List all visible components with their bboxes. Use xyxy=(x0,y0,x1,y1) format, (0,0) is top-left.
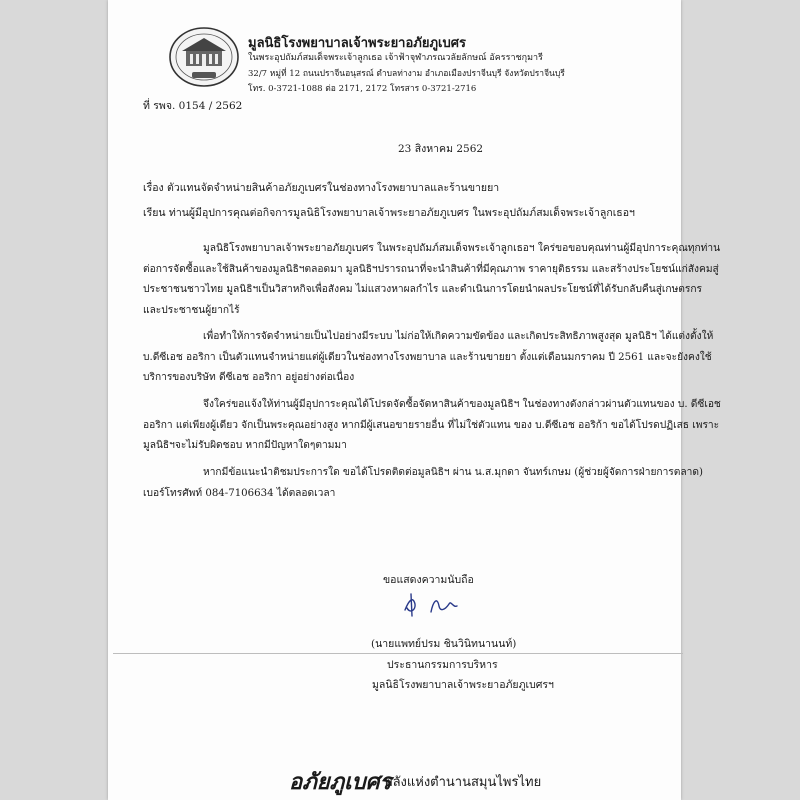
letter-subject: เรื่อง ตัวแทนจัดจำหน่ายสินค้าอภัยภูเบศรในช่องทางโรงพยาบาลและร้านขายยา xyxy=(143,182,500,194)
paragraph-1 xyxy=(143,239,721,321)
paragraph-line: จึงใคร่ขอแจ้งให้ท่านผู้มีอุปการะคุณได้โปรดจัดซื้อจัดหาสินค้าของมูลนิธิฯ ในช่องทางดังกล่าวผ่านตัวแทนของ บ. ดีซีเอช xyxy=(203,399,721,410)
paragraph-line: ออริกา แต่เพียงผู้เดียว จักเป็นพระคุณอย่างสูง หากมีผู้เสนอขายรายอื่น ที่ไม่ใช่ตัวแทน ของ บ.ดีซีเอช ออริก้า ขอได้โปรดปฏิเสธ เพราะ xyxy=(143,419,720,431)
paragraph-line: บ.ดีซีเอช ออริกา เป็นตัวแทนจำหน่ายแต่ผู้เดียวในช่องทางโรงพยาบาล และร้านขายยา ตั้งแต่เดือนมกราคม ปี 2561 และจะยังคงใช้ xyxy=(143,351,712,363)
paragraph-line: และประชาชนผู้ยากไร้ xyxy=(143,304,240,316)
org-contact: โทร. 0-3721-1088 ต่อ 2171, 2172 โทรสาร 0-3721-2716 xyxy=(248,84,477,94)
paragraph-line: ต่อการจัดซื้อและใช้สินค้าของมูลนิธิฯตลอดมา มูลนิธิฯปรารถนาที่จะนำสินค้าที่มีคุณภาพ ราคายุติธรรม และสร้างประโยชน์แก่สังคมสู่ xyxy=(143,263,719,275)
paragraph-4 xyxy=(143,463,703,504)
org-address: 32/7 หมู่ที่ 12 ถนนปราจีนอนุสรณ์ ตำบลท่างาม อำเภอเมืองปราจีนบุรี จังหวัดปราจีนบุรี xyxy=(248,69,565,79)
org-subtitle: ในพระอุปถัมภ์สมเด็จพระเจ้าลูกเธอ เจ้าฟ้าจุฬาภรณวลัยลักษณ์ อัครราชกุมารี xyxy=(248,53,543,63)
letter-date: 23 สิงหาคม 2562 xyxy=(398,143,484,155)
reference-number: ที่ รพจ. 0154 / 2562 xyxy=(143,100,243,112)
hospital-seal-icon xyxy=(168,26,240,88)
brand-slogan: พลังแห่งตำนานสมุนไพรไทย xyxy=(384,775,542,790)
paragraph-line: เบอร์โทรศัพท์ 084-7106634 ได้ตลอดเวลา xyxy=(143,487,336,499)
paragraph-line: มูลนิธิโรงพยาบาลเจ้าพระยาอภัยภูเบศร ในพระอุปถัมภ์สมเด็จพระเจ้าลูกเธอฯ ใคร่ขอขอบคุณท่านผู้มีอุปการะคุณทุกท่าน xyxy=(203,243,721,254)
signer-position: ประธานกรรมการบริหาร xyxy=(387,659,498,671)
signer-organization: มูลนิธิโรงพยาบาลเจ้าพระยาอภัยภูเบศรฯ xyxy=(372,679,554,691)
closing-phrase: ขอแสดงความนับถือ xyxy=(383,574,474,586)
paragraph-line: ประชาชนชาวไทย มูลนิธิฯเป็นวิสาหกิจเพื่อสังคม ไม่แสวงหาผลกำไร และดำเนินการโดยนำผลประโยชน์ที่ได้รับกลับคืนสู่เกษตรกร xyxy=(143,284,703,295)
paragraph-2 xyxy=(143,327,714,389)
paragraph-3 xyxy=(143,395,721,457)
paragraph-line: มูลนิธิฯจะไม่รับผิดชอบ หากมีปัญหาใดๆตามมา xyxy=(143,440,347,451)
signature-mark xyxy=(395,586,465,620)
signer-name: (นายแพทย์ปรม ชินวินิทนานนท์) xyxy=(371,638,517,650)
paragraph-line: หากมีข้อแนะนำติชมประการใด ขอได้โปรดติดต่อมูลนิธิฯ ผ่าน น.ส.มุกดา จันทร์เกษม (ผู้ช่วยผู้จัดการฝ่ายการตลาด) xyxy=(203,467,703,478)
divider xyxy=(113,653,683,654)
brand-logo: อภัยภูเบศร xyxy=(289,769,392,795)
letter-salutation: เรียน ท่านผู้มีอุปการคุณต่อกิจการมูลนิธิโรงพยาบาลเจ้าพระยาอภัยภูเบศร ในพระอุปถัมภ์สมเด็จพระเจ้าลูกเธอฯ xyxy=(143,207,635,219)
paragraph-line: เพื่อทำให้การจัดจำหน่ายเป็นไปอย่างมีระบบ ไม่ก่อให้เกิดความขัดข้อง และเกิดประสิทธิภาพสูงสุด มูลนิธิฯ ได้แต่งตั้งให้ xyxy=(203,331,714,342)
paragraph-line: บริการของบริษัท ดีซีเอช ออริกา อยู่อย่างต่อเนื่อง xyxy=(143,372,355,383)
org-name: มูลนิธิโรงพยาบาลเจ้าพระยาอภัยภูเบศร xyxy=(248,36,466,51)
